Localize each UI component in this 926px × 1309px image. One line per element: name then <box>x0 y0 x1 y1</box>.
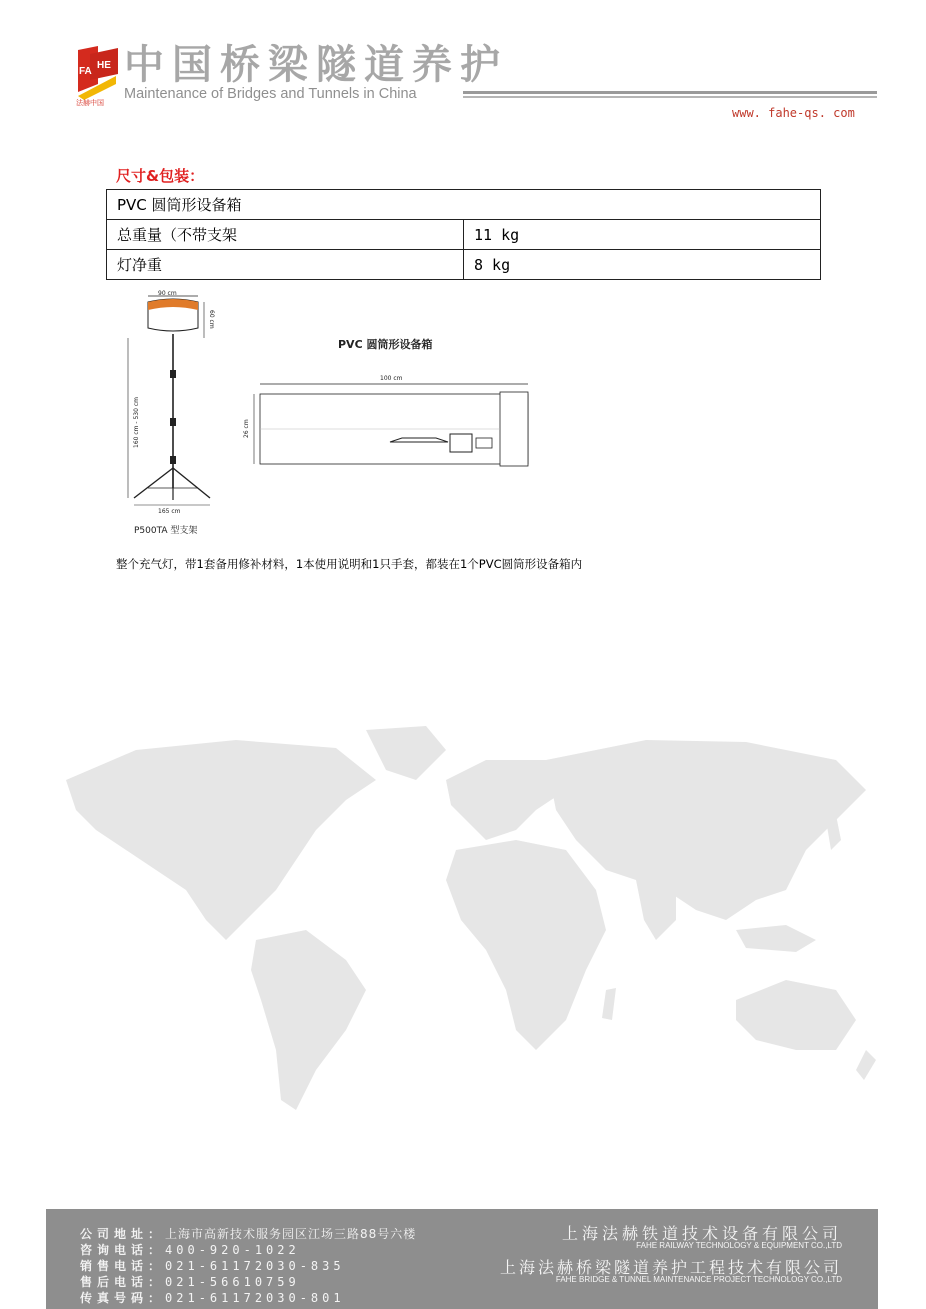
stand-caption: P500TA 型支架 <box>134 526 198 536</box>
stand-base-width: 165 cm <box>158 508 181 515</box>
table-header-cell: PVC 圆筒形设备箱 <box>107 190 821 220</box>
website-link[interactable]: www. fahe-qs. com <box>732 106 855 120</box>
row-label: 灯净重 <box>107 250 464 280</box>
footer-bar <box>46 1209 878 1309</box>
footer-address <box>80 1225 416 1242</box>
footer-consult-phone <box>80 1241 300 1258</box>
case-height: 26 cm <box>243 419 250 438</box>
company1-name: 上海法赫铁道技术设备有限公司 <box>561 1224 842 1243</box>
package-description: 整个充气灯，带1套备用修补材料，1本使用说明和1只手套，都装在1个PVC圆筒形设备箱内 <box>116 557 583 571</box>
table-row <box>107 190 821 220</box>
spec-table <box>106 189 821 280</box>
footer-label: 传真号码： <box>80 1291 166 1305</box>
row-value: 11 kg <box>464 220 821 250</box>
footer-service-phone <box>80 1273 300 1290</box>
company2-name-en: FAHE BRIDGE & TUNNEL MAINTENANCE PROJECT TECHNOLOGY CO.,LTD <box>555 1275 842 1284</box>
case-diagram <box>236 334 536 474</box>
table-row <box>107 220 821 250</box>
table-row <box>107 250 821 280</box>
footer-value: 021-61172030-835 <box>165 1259 345 1273</box>
stand-pole-height: 160 cm - 530 cm <box>133 397 140 448</box>
brand-title-cn: 中国桥梁隧道养护 <box>124 42 508 88</box>
footer-label: 售后电话： <box>80 1275 166 1289</box>
svg-text:法赫中国: 法赫中国 <box>76 99 104 106</box>
row-value: 8 kg <box>464 250 821 280</box>
case-length: 100 cm <box>380 375 403 382</box>
footer-label: 咨询电话： <box>80 1243 166 1257</box>
stand-lamp-height: 60 cm <box>208 310 215 329</box>
footer-value: 400-920-1022 <box>165 1243 300 1257</box>
company2-name: 上海法赫桥梁隧道养护工程技术有限公司 <box>499 1258 842 1277</box>
footer-value: 上海市高新技术服务园区江场三路88号六楼 <box>165 1227 417 1241</box>
world-map-watermark <box>46 720 886 1120</box>
row-label: 总重量（不带支架 <box>107 220 464 250</box>
section-title: 尺寸&包装： <box>116 167 205 185</box>
stand-diagram <box>118 288 228 538</box>
header-rule <box>463 91 877 94</box>
header-rule-thin <box>463 96 877 98</box>
brand-title-en: Maintenance of Bridges and Tunnels in China <box>124 86 417 102</box>
footer-value: 021-61172030-801 <box>165 1291 345 1305</box>
svg-text:FA: FA <box>79 66 92 77</box>
svg-text:HE: HE <box>97 60 111 71</box>
footer-fax <box>80 1289 345 1306</box>
footer-sales-phone <box>80 1257 345 1274</box>
footer-label: 公司地址： <box>80 1227 166 1241</box>
case-title: PVC 圆筒形设备箱 <box>338 338 433 351</box>
footer-label: 销售电话： <box>80 1259 166 1273</box>
footer-value: 021-56610759 <box>165 1275 300 1289</box>
stand-top-width: 90 cm <box>158 290 177 297</box>
fahe-logo <box>76 44 120 106</box>
company1-name-en: FAHE RAILWAY TECHNOLOGY & EQUIPMENT CO.,LTD <box>636 1241 842 1250</box>
